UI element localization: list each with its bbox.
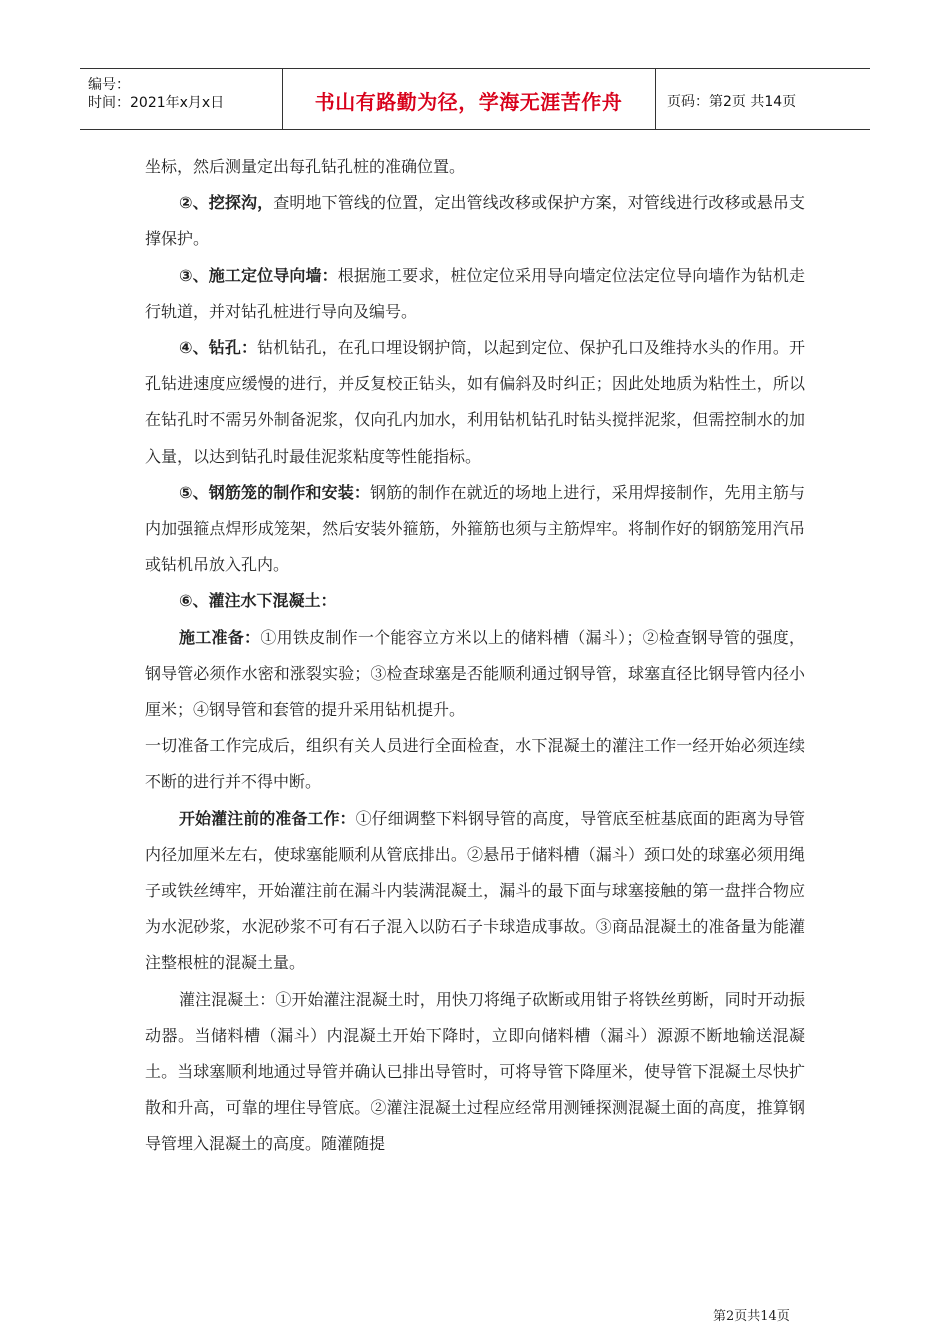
paragraph-text: 一切准备工作完成后，组织有关人员进行全面检查，水下混凝土的灌注工作一经开始必须连续不断的进行并不得中断。 <box>145 736 805 792</box>
paragraph-text: 灌注混凝土：①开始灌注混凝土时，用快刀将绳子砍断或用钳子将铁丝剪断，同时开动振动器。当储料槽（漏斗）内混凝土开始下降时，立即向储料槽（漏斗）源源不断地输送混凝土。当球塞顺利地通过导管并确认已排出导管时，可将导管下降厘米，使导管下混凝土尽快扩散和升高，可靠的埋住导管底。②灌注混凝土过程应经常用测锤探测混凝土面的高度，推算钢导管埋入混凝土的高度。随灌随提 <box>145 989 805 1154</box>
paragraph-text: 根据施工要求，桩位定位采用导向墙定位法定位导向墙作为钻机走行轨道，并对钻孔桩进行导向及编号。 <box>145 265 805 321</box>
header-page-cell <box>655 69 870 129</box>
document-number-label: 编号： <box>88 77 130 93</box>
header-info-cell <box>80 69 283 129</box>
paragraph <box>145 728 805 800</box>
paragraph <box>145 982 805 1163</box>
footer-page-number: 第2页共14页 <box>713 1309 790 1324</box>
paragraph-text: 坐标，然后测量定出每孔钻孔桩的准确位置。 <box>145 157 466 176</box>
paragraph <box>145 801 805 982</box>
header-page-number: 页码：第2页 共14页 <box>667 94 797 110</box>
paragraph <box>145 583 805 619</box>
paragraph-heading: ②、挖探沟， <box>179 193 274 213</box>
paragraph <box>145 620 805 729</box>
paragraph-text: ①仔细调整下料钢导管的高度，导管底至桩基底面的距离为导管内径加厘米左右，使球塞能顺利从管底排出。②悬吊于储料槽（漏斗）颈口处的球塞必须用绳子或铁丝缚牢，开始灌注前在漏斗内装满混凝土，漏斗的最下面与球塞接触的第一盘拌合物应为水泥砂浆，水泥砂浆不可有石子混入以防石子卡球造成事故。③商品混凝土的准备量为能灌注整根桩的混凝土量。 <box>145 808 805 973</box>
paragraph <box>145 149 805 185</box>
paragraph-heading: ⑥、灌注水下混凝土： <box>179 591 337 611</box>
document-body <box>145 149 805 1163</box>
header-motto: 书山有路勤为径，学海无涯苦作舟 <box>314 90 623 114</box>
page-header <box>80 68 870 130</box>
header-motto-cell <box>282 69 656 129</box>
paragraph-text: 查明地下管线的位置，定出管线改移或保护方案，对管线进行改移或悬吊支撑保护。 <box>145 193 805 249</box>
paragraph-text: ①用铁皮制作一个能容立方米以上的储料槽（漏斗）；②检查钢导管的强度，钢导管必须作水密和涨裂实验；③检查球塞是否能顺利通过钢导管，球塞直径比钢导管内径小厘米；④钢导管和套管的提升采用钻机提升。 <box>145 627 805 720</box>
paragraph-heading: 施工准备： <box>179 627 261 647</box>
paragraph <box>145 330 805 475</box>
paragraph-text: 钢筋的制作在就近的场地上进行，采用焊接制作，先用主筋与内加强箍点焊形成笼架，然后安装外箍筋，外箍筋也须与主筋焊牢。将制作好的钢筋笼用汽吊或钻机吊放入孔内。 <box>145 482 805 575</box>
paragraph <box>145 185 805 257</box>
paragraph-heading: ④、钻孔： <box>179 338 258 358</box>
paragraph-text: 钻机钻孔，在孔口埋设钢护筒，以起到定位、保护孔口及维持水头的作用。开孔钻进速度应缓慢的进行，并反复校正钻头，如有偏斜及时纠正；因此处地质为粘性土，所以在钻孔时不需另外制备泥浆，仅向孔内加水，利用钻机钻孔时钻头搅拌泥浆，但需控制水的加入量，以达到钻孔时最佳泥浆粘度等性能指标。 <box>145 338 805 466</box>
paragraph <box>145 475 805 584</box>
paragraph-heading: ③、施工定位导向墙： <box>179 265 338 285</box>
paragraph-heading: 开始灌注前的准备工作： <box>179 808 356 828</box>
paragraph <box>145 258 805 330</box>
paragraph-heading: ⑤、钢筋笼的制作和安装： <box>179 482 370 502</box>
document-date-label: 时间：2021年x月x日 <box>88 95 225 111</box>
